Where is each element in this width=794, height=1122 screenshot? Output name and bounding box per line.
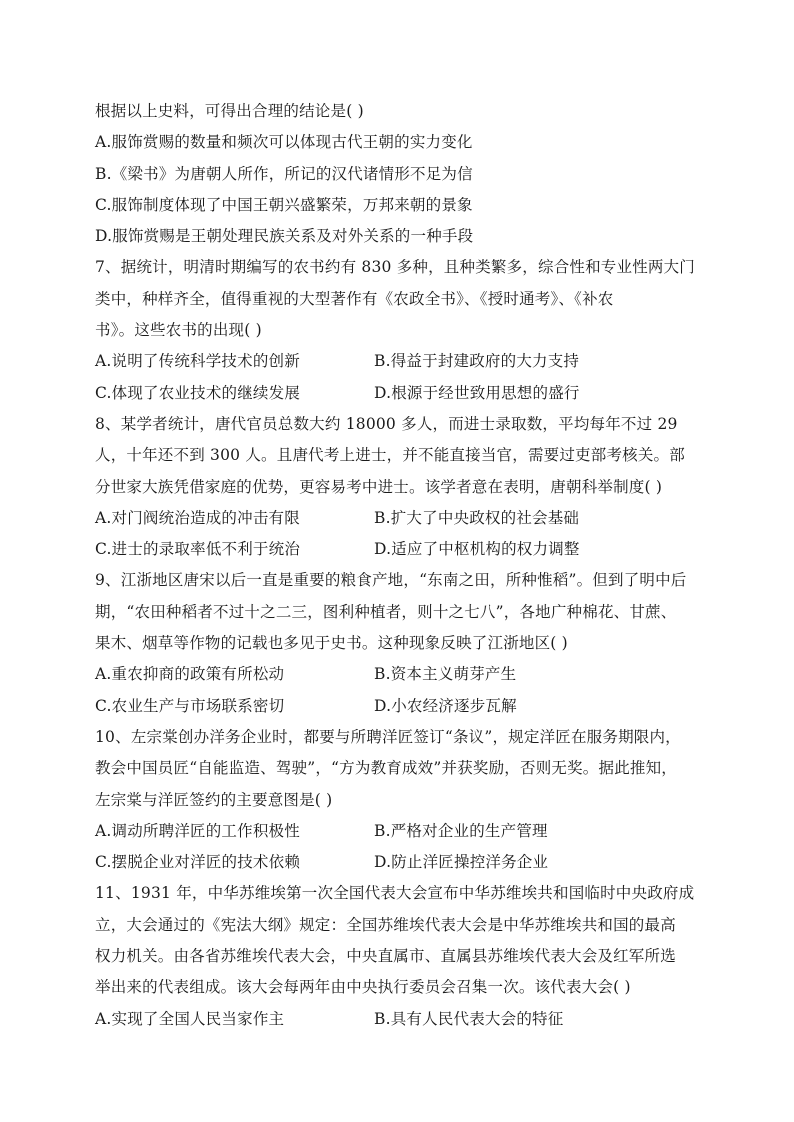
- option-a: A.对门阀统治造成的冲击有限: [95, 508, 300, 527]
- option-c: C.体现了农业技术的继续发展: [95, 383, 301, 402]
- option-c: C.进士的录取率低不利于统治: [95, 540, 301, 559]
- question-7: [95, 252, 705, 408]
- question-stem-line: 11、1931 年，中华苏维埃第一次全国代表大会宣布中华苏维埃共和国临时中央政府成: [95, 884, 695, 903]
- question-stem: 根据以上史料，可得出合理的结论是( ): [95, 102, 364, 120]
- question-9: [95, 565, 705, 721]
- option-d: D.适应了中枢机构的权力调整: [374, 540, 580, 559]
- options-row: [95, 691, 705, 722]
- question-stem-line: 8、某学者统计，唐代官员总数大约 18000 多人，而进士录取数，平均每年不过 29: [95, 414, 678, 433]
- option-b: B.扩大了中央政权的社会基础: [374, 508, 580, 527]
- option-a: A.说明了传统科学技术的创新: [95, 352, 300, 371]
- question-stem-line: 7、据统计，明清时期编写的农书约有 830 多种，且种类繁多，综合性和专业性两大门: [95, 258, 696, 277]
- question-stem-line: 举出来的代表组成。该大会每两年由中央执行委员会召集一次。该代表大会( ): [95, 978, 631, 997]
- question-stem-line: 权力机关。由各省苏维埃代表大会，中央直属市、直属县苏维埃代表大会及红军所选: [95, 947, 676, 966]
- option-c: C.服饰制度体现了中国王朝兴盛繁荣，万邦来朝的景象: [95, 195, 473, 214]
- option-d: D.防止洋匠操控洋务企业: [374, 853, 549, 872]
- question-8: [95, 409, 705, 565]
- option-c: C.摆脱企业对洋匠的技术依赖: [95, 853, 301, 872]
- question-stem-line: 立，大会通过的《宪法大纲》规定：全国苏维埃代表大会是中华苏维埃共和国的最高: [95, 915, 676, 934]
- question-stem-line: 分世家大族凭借家庭的优势，更容易考中进士。该学者意在表明，唐朝科举制度( ): [95, 477, 663, 496]
- option-d: D.小农经济逐步瓦解: [374, 696, 517, 715]
- options-row: [95, 1004, 705, 1035]
- option-c: C.农业生产与市场联系密切: [95, 696, 285, 715]
- exam-page: [95, 96, 705, 1035]
- question-stem-line: 10、左宗棠创办洋务企业时，都要与所聘洋匠签订“条议”，规定洋匠在服务期限内，: [95, 727, 681, 746]
- question-stem-line: 类中，种样齐全，值得重视的大型著作有《农政全书》、《授时通考》、《补农: [95, 289, 614, 308]
- options-row: [95, 816, 705, 847]
- options-row: [95, 659, 705, 690]
- option-b: B.严格对企业的生产管理: [374, 821, 548, 840]
- option-b: B.得益于封建政府的大力支持: [374, 352, 580, 371]
- option-d: D.服饰赏赐是王朝处理民族关系及对外关系的一种手段: [95, 227, 474, 246]
- option-a: A.实现了全国人民当家作主: [95, 1009, 285, 1028]
- option-b: B.具有人民代表大会的特征: [374, 1009, 564, 1028]
- question-stem-line: 9、江浙地区唐宋以后一直是重要的粮食产地，“东南之田，所种惟稻”。但到了明中后: [95, 571, 687, 590]
- option-b: B.《梁书》为唐朝人所作，所记的汉代诸情形不足为信: [95, 164, 473, 183]
- question-stem-line: 教会中国员匠“自能监造、驾驶”，“方为教育成效”并获奖励，否则无奖。据此推知，: [95, 759, 677, 778]
- options-row: [95, 534, 705, 565]
- question-stem-line: 书》。这些农书的出现( ): [95, 321, 262, 340]
- options-row: [95, 378, 705, 409]
- option-a: A.调动所聘洋匠的工作积极性: [95, 821, 300, 840]
- question-6-tail: [95, 96, 705, 252]
- option-b: B.资本主义萌芽产生: [374, 665, 517, 684]
- options-row: [95, 847, 705, 878]
- question-11: [95, 878, 705, 1034]
- option-d: D.根源于经世致用思想的盛行: [374, 383, 580, 402]
- option-a: A.重农抑商的政策有所松动: [95, 665, 285, 684]
- options-row: [95, 503, 705, 534]
- question-stem-line: 果木、烟草等作物的记载也多见于史书。这种现象反映了江浙地区( ): [95, 634, 568, 653]
- question-stem-line: 期，“农田种稻者不过十之二三，图利种植者，则十之七八”，各地广种棉花、甘蔗、: [95, 602, 677, 621]
- option-a: A.服饰赏赐的数量和频次可以体现古代王朝的实力变化: [95, 133, 473, 152]
- options-row: [95, 346, 705, 377]
- question-10: [95, 722, 705, 878]
- question-stem-line: 左宗棠与洋匠签约的主要意图是( ): [95, 790, 333, 809]
- question-stem-line: 人，十年还不到 300 人。且唐代考上进士，并不能直接当官，需要过吏部考核关。部: [95, 446, 685, 465]
